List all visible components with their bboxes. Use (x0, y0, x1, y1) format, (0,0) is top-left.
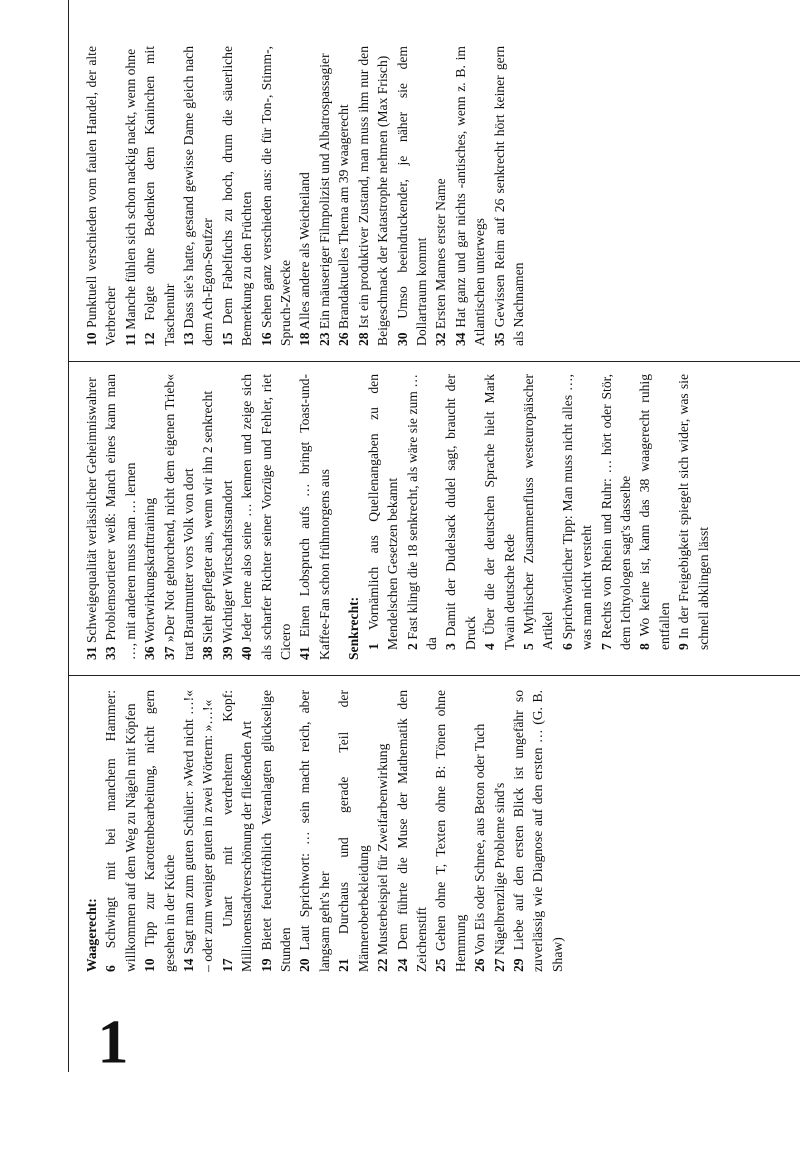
clue-item (257, 690, 296, 972)
clue-item (218, 374, 237, 660)
clue-number: 17 (219, 958, 235, 972)
clue-number: 15 (219, 332, 235, 346)
clue-item (431, 46, 450, 346)
spacer (334, 374, 344, 660)
clue-number: 33 (103, 646, 119, 660)
clue-text: Vornämlich aus Quellenangaben zu den Mendelschen Gesetzen bekannt (365, 374, 401, 650)
clue-text: Gehen ohne T, Texten ohne B: Tönen ohne Hemmung (433, 690, 468, 972)
heading-senkrecht: Senkrecht: (346, 596, 362, 660)
clue-item (218, 46, 257, 346)
clue-item (470, 690, 489, 972)
clue-number: 10 (84, 332, 99, 346)
clue-text: Sprichwörtlicher Tipp: Man muss nicht alles …, was man nicht versteht (559, 374, 595, 650)
clue-number: 35 (491, 332, 507, 346)
clue-text: Wo keine ist, kann das 38 waagerecht ruhig entfallen (637, 374, 672, 650)
clue-text: Brandaktuelles Thema am 39 waagerecht (336, 104, 352, 329)
clue-item (334, 46, 353, 346)
clue-item (101, 374, 140, 660)
clue-number: 11 (122, 333, 138, 346)
clue-text: Damit der Dudelsack dudel sagt, braucht der Druck (443, 374, 478, 650)
clue-number: 14 (181, 958, 197, 972)
clue-number: 21 (336, 958, 352, 972)
clue-number: 34 (452, 332, 468, 346)
clue-text: »Der Not gehorchend, nicht dem eigenen Trieb« trat Brautmutter vors Volk von dort (161, 374, 197, 660)
clue-text: Folgte ohne Bedenken dem Kaninchen mit Taschenuhr (142, 46, 177, 346)
clue-number: 31 (84, 646, 99, 660)
page-number-wrap (82, 998, 142, 1077)
column-1 (82, 690, 567, 972)
clue-text: Schweigequalität verlässlicher Geheimniswahrer (84, 377, 99, 643)
clue-number: 1 (365, 643, 381, 650)
clue-item (354, 46, 393, 346)
clue-number: 13 (181, 332, 197, 346)
clue-text: Alles andere als Weicheiland (297, 172, 313, 330)
column-divider-1 (68, 675, 800, 676)
clue-item (490, 690, 509, 972)
clue-text: Schwingt mit bei manchem Hammer: willkommen auf dem Weg zu Nägeln mit Köpfen (103, 690, 138, 972)
clue-item (431, 690, 470, 972)
clue-number: 38 (200, 646, 216, 660)
clue-text: Sehen ganz verschieden aus: die für Ton-, Stimm-, Spruch-Zwecke (258, 46, 294, 346)
column-3 (82, 46, 528, 346)
clue-item (315, 46, 334, 346)
clue-item (237, 374, 295, 660)
clue-text: Durchaus und gerade Teil der Männeroberbekleidung (336, 690, 371, 972)
clue-text: Wichtiger Wirtschaftsstandort (219, 480, 235, 644)
clue-item (160, 374, 199, 660)
clue-text: Über die der deutschen Sprache hielt Mark Twain deutsche Rede (482, 374, 517, 650)
clue-number: 40 (239, 646, 255, 660)
clue-item (257, 46, 296, 346)
clue-item (295, 46, 314, 346)
clue-number: 10 (142, 958, 158, 972)
clue-item (82, 374, 101, 660)
clue-item (140, 374, 159, 660)
clue-list-col2b (364, 374, 713, 660)
clue-text: Von Eis oder Schnee, aus Beton oder Tuch (472, 723, 488, 956)
clue-number: 29 (510, 958, 526, 972)
clue-text: In der Freigebigkeit spiegelt sich wider, was sie schnell abklingen lässt (676, 374, 711, 650)
clue-number: 39 (219, 646, 235, 660)
clue-text: Sieht gepflegter aus, wenn wir ihn 2 senkrecht (200, 390, 216, 643)
clue-number: 6 (103, 965, 119, 972)
clue-item (490, 46, 529, 346)
clue-text: Liebe auf den ersten Blick ist ungefähr so zuverlässig wie Diagnose auf den ersten … (G. B. Shaw) (510, 690, 565, 972)
clue-item (82, 46, 121, 346)
clue-number: 23 (316, 332, 332, 346)
clue-text: Bietet feuchtfröhlich Veranlagten glückselige Stunden (258, 690, 294, 972)
clue-text: Umso beeindruckender, je näher sie dem Dollartraum kommt (394, 46, 429, 346)
clue-number: 2 (404, 643, 420, 650)
clue-text: Laut Sprichwort: … sein macht reich, aber langsam geht's her (297, 690, 332, 972)
clue-item (393, 690, 432, 972)
clue-number: 30 (394, 332, 410, 346)
clue-item (179, 690, 218, 972)
clue-number: 37 (161, 646, 177, 660)
clue-text: Mythischer Zusammenfluss westeuropäischer Artikel (520, 374, 556, 650)
clue-item (480, 374, 519, 660)
clue-text: Unart mit verdrehtem Kopf: Millionenstadtverschönung der fließenden Art (219, 690, 255, 972)
clue-item (295, 374, 334, 660)
clue-text: Fast klingt die 18 senkrecht, als wäre sie zum …da (404, 374, 439, 650)
clue-item (558, 374, 597, 660)
clue-number: 25 (433, 958, 449, 972)
clue-text: Nägelbrenzlige Probleme sind's (491, 782, 507, 955)
clue-number: 5 (520, 643, 536, 650)
clue-item (635, 374, 674, 660)
clue-number: 19 (258, 958, 274, 972)
column-2 (82, 374, 713, 660)
clue-number: 26 (472, 958, 488, 972)
clue-item (403, 374, 442, 660)
clue-item (509, 690, 567, 972)
clue-text: Problemsortierer weiß: Manch eines kann man …, mit anderen muss man … lernen (103, 374, 138, 660)
clue-text: Dem Fabelfuchs zu hoch, drum die säuerliche Bemerkung zu den Früchten (219, 46, 255, 346)
clue-text: Punktuell verschieden vom faulen Handel, der alte Verbrecher (84, 46, 119, 346)
clue-text: Ersten Mannes erster Name (433, 178, 449, 329)
clue-item (451, 46, 490, 346)
clue-number: 24 (394, 958, 410, 972)
clue-number: 6 (559, 643, 575, 650)
clue-item (519, 374, 558, 660)
clue-item (674, 374, 713, 660)
clue-number: 22 (375, 958, 391, 972)
clue-text: Tipp zur Karottenbearbeitung, nicht gern gesehen in der Küche (142, 690, 177, 972)
clue-number: 18 (297, 332, 313, 346)
page-number: 1 (97, 1008, 129, 1077)
clue-text: Jeder lerne also seine … kennen und zeige sich als scharfer Richter seiner Vorzüge und Fehler, riet Cicero (239, 374, 294, 660)
clue-text: Dem führte die Muse der Mathematik den Zeichenstift (394, 690, 429, 972)
clue-item (101, 690, 140, 972)
clue-number: 28 (355, 332, 371, 346)
clue-item (373, 690, 392, 972)
clue-item (179, 46, 218, 346)
clue-text: Dass sie's hatte, gestand gewisse Dame gleich nach dem Ach-Egon-Seufzer (181, 46, 216, 346)
clue-item (140, 690, 179, 972)
clue-number: 3 (443, 643, 459, 650)
clue-text: Einen Lobspruch aufs … bringt Toast-und-Kaffee-Fan schon frühmorgens aus (297, 374, 332, 660)
clue-number: 36 (142, 646, 158, 660)
clue-number: 9 (676, 643, 692, 650)
clue-number: 41 (297, 646, 313, 660)
heading-waagerecht: Waagerecht: (84, 898, 99, 972)
clue-number: 20 (297, 958, 313, 972)
column-divider-2 (68, 361, 800, 362)
clue-item (140, 46, 179, 346)
clue-item (393, 46, 432, 346)
clue-text: Rechts von Rhein und Ruhr: … hört oder Stör, dem Ichtyologen sagt's dasselbe (598, 374, 633, 650)
clue-text: Manche fühlen sich schon nackig nackt, wenn ohne (122, 48, 138, 330)
clue-number: 12 (142, 332, 158, 346)
clue-item (121, 46, 140, 346)
clue-number: 16 (258, 332, 274, 346)
clue-number: 26 (336, 332, 352, 346)
clue-list-col3 (82, 46, 528, 346)
clue-item (597, 374, 636, 660)
clue-number: 27 (491, 958, 507, 972)
clue-text: Musterbeispiel für Zweifarbenwirkung (375, 743, 391, 955)
clue-item (218, 690, 257, 972)
clue-text: Ist ein produktiver Zustand, man muss ihm nur den Beigeschmack der Katastrophe nehmen (Max Frisch) (355, 46, 391, 346)
clue-text: Gewissen Reim auf 26 senkrecht hört keiner gern als Nachnamen (491, 46, 526, 346)
clue-number: 7 (598, 643, 614, 650)
clue-item (441, 374, 480, 660)
clue-number: 8 (637, 643, 653, 650)
clue-item (295, 690, 334, 972)
clue-text: Sagt man zum guten Schüler: »Werd nicht …!« – oder zum weniger guten in zwei Wörtern: »…!« (181, 690, 216, 972)
clue-text: Ein mäuseriger Filmpolizist und Albatrospassagier (316, 53, 332, 329)
clue-item (198, 374, 217, 660)
clue-list-col1 (101, 690, 567, 972)
top-rule (68, 0, 69, 1072)
clue-list-col2a (82, 374, 334, 660)
clue-number: 4 (482, 643, 498, 650)
clue-text: Wortwirkungskrafttraining (142, 497, 158, 644)
clue-item (334, 690, 373, 972)
clue-text: Hat ganz und gar nichts -antisches, wenn z. B. im Atlantischen unterwegs (452, 46, 488, 346)
clue-item (364, 374, 403, 660)
clue-number: 32 (433, 332, 449, 346)
